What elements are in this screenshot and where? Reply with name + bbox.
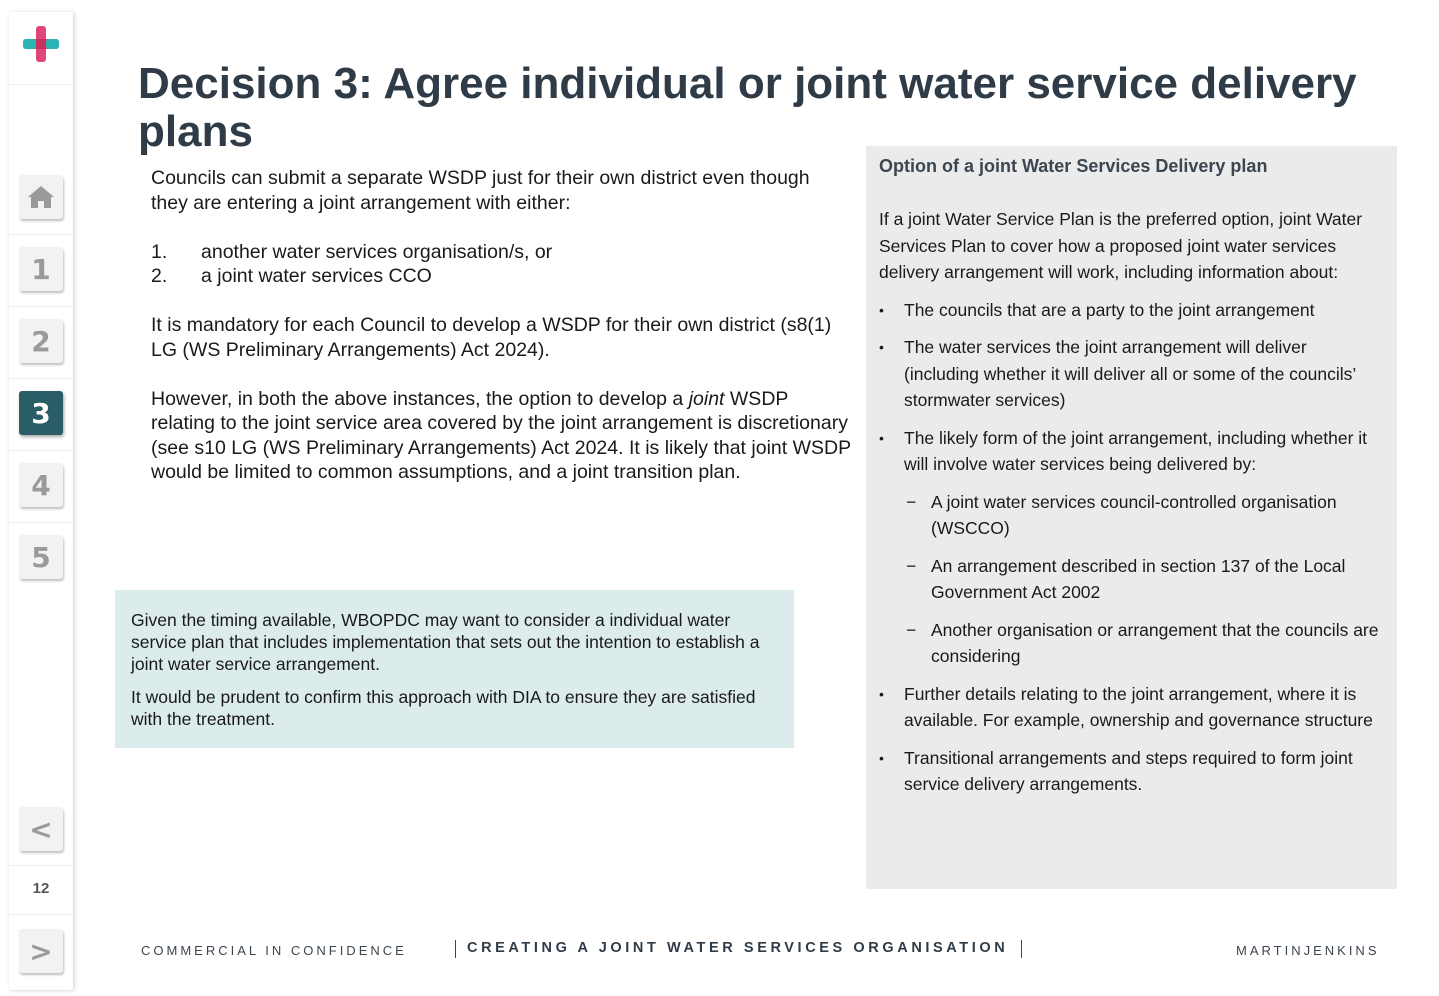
sub-bullet-text: Another organisation or arrangement that the councils are considering [931,619,1379,666]
bullet-marker: • [879,685,884,702]
martinjenkins-logo [21,24,61,64]
bullet-text: Further details relating to the joint arrangement, where it is available. For example, ownership and governance structure [904,683,1373,730]
sub-bullet-text: A joint water services council-controlled organisation (WSCCO) [931,491,1337,538]
nav-separator [9,914,73,915]
logo-divider [9,84,73,85]
nav-section-2-button[interactable]: 2 [19,319,63,363]
list-item [151,264,851,289]
sidebar-nav [9,12,73,990]
page-title: Decision 3: Agree individual or joint water service delivery plans [138,59,1357,156]
next-page-button[interactable]: > [19,929,63,973]
sub-bullet-marker: − [906,491,917,512]
bullet-marker: • [879,339,884,355]
sub-bullet-text: An arrangement described in section 137 of the Local Government Act 2002 [931,555,1346,602]
bullet-marker: • [879,301,884,318]
sub-bullet-item [879,553,1383,606]
bullet-item [879,334,1383,414]
footer-brand: MARTINJENKINS [1236,943,1380,958]
however-paragraph [151,387,851,485]
sub-bullet-item [879,617,1383,670]
list-number: 2. [151,265,168,287]
list-number: 1. [151,240,168,263]
list-text: another water services organisation/s, or [201,240,553,263]
joint-plan-panel [866,146,1397,889]
footer-divider [1021,940,1022,958]
bullet-item [879,297,1383,324]
bullet-text: The likely form of the joint arrangement, including whether it will involve water services being delivered by: [904,427,1368,474]
bullet-text: Transitional arrangements and steps required to form joint service delivery arrangements. [904,747,1353,794]
nav-separator [9,522,73,523]
sub-bullet-marker: − [906,619,917,640]
bullet-item [879,425,1383,478]
bullet-text: The water services the joint arrangement will deliver (including whether it will deliver all or some of the councils’ stormwater services) [904,337,1356,410]
nav-section-1-button[interactable]: 1 [19,247,63,291]
note-paragraph-2: It would be prudent to confirm this approach with DIA to ensure they are satisfied with the treatment. [131,687,756,729]
sub-bullet-marker: − [906,555,917,576]
home-icon [27,184,55,210]
arrangement-list [151,240,851,289]
mandatory-paragraph: It is mandatory for each Council to develop a WSDP for their own district (s8(1) LG (WS Preliminary Arrangements) Act 2024). [151,314,832,361]
however-text-start: However, in both the above instances, the option to develop a [151,387,689,410]
panel-heading: Option of a joint Water Services Delivery plan [879,156,1268,176]
nav-separator [9,865,73,866]
nav-separator [9,234,73,235]
home-button[interactable] [19,175,63,219]
nav-section-4-button[interactable]: 4 [19,463,63,507]
footer-project-title: CREATING A JOINT WATER SERVICES ORGANISATION [467,940,1009,956]
footer-divider [455,940,456,958]
panel-intro: If a joint Water Service Plan is the preferred option, joint Water Services Plan to cover how a proposed joint water services delivery arrangement will work, including information about: [879,209,1363,282]
main-content [151,166,851,509]
footer-confidentiality: COMMERCIAL IN CONFIDENCE [141,943,407,958]
previous-page-button[interactable]: < [19,807,63,851]
however-italic: joint [688,387,725,410]
bullet-marker: • [879,749,884,766]
nav-section-5-button[interactable]: 5 [19,535,63,579]
bullet-item [879,745,1383,798]
bullet-marker: • [879,429,884,446]
recommendation-note [115,590,794,748]
bullet-text: The councils that are a party to the joint arrangement [904,299,1315,320]
nav-section-3-button[interactable]: 3 [19,391,63,435]
list-text: a joint water services CCO [201,265,432,287]
however-text-end: WSDP relating to the joint service area covered by the joint arrangement is discretionary (see s10 LG (WS Preliminary Arrangements) Act 2024. It is likely that joint WSDP would be limited to common assumptions, and a joint transition plan. [151,387,851,483]
nav-separator [9,450,73,451]
note-paragraph-1: Given the timing available, WBOPDC may want to consider a individual water service plan that includes implementation that sets out the intention to establish a joint water service arrangement. [131,610,760,674]
nav-separator [9,306,73,307]
list-item [151,240,851,265]
page-number: 12 [32,880,50,897]
intro-paragraph: Councils can submit a separate WSDP just for their own district even though they are entering a joint arrangement with either: [151,167,810,214]
sub-bullet-item [879,489,1383,542]
nav-separator [9,378,73,379]
bullet-item [879,681,1383,734]
